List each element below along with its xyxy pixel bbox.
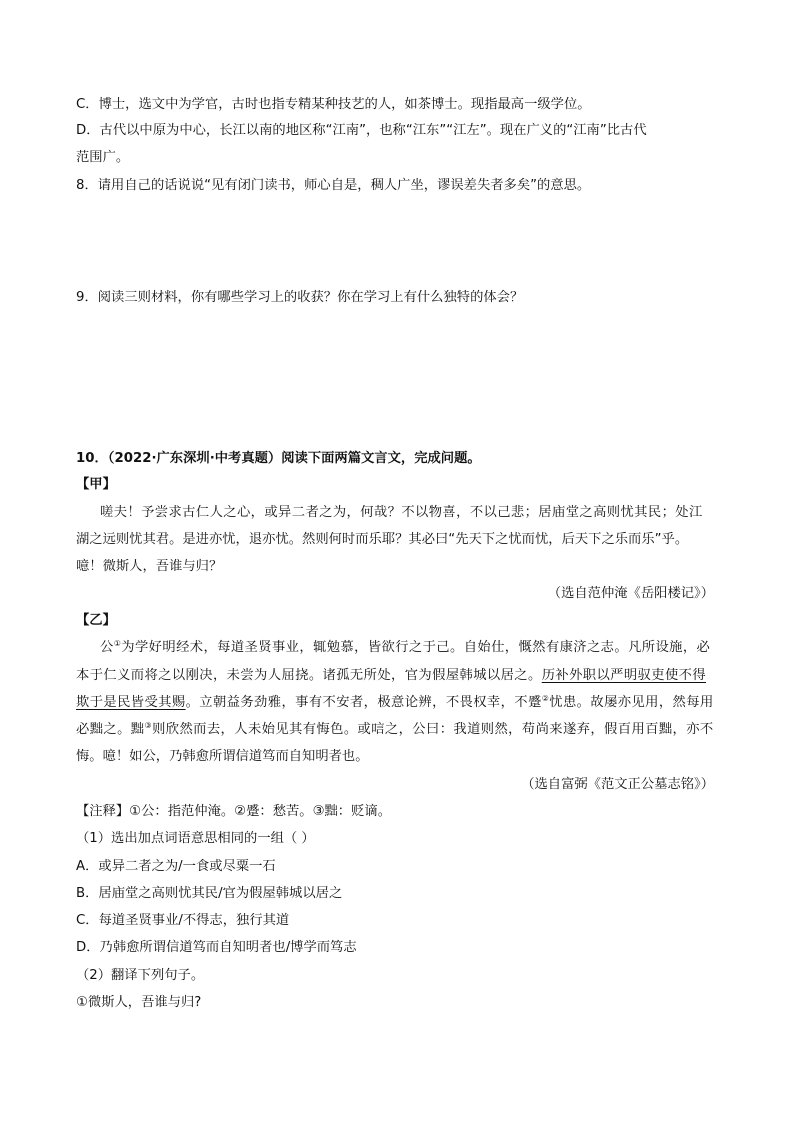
sub-question-2-item-1: ①微斯人，吾谁与归? bbox=[76, 995, 202, 1010]
question-10-title: 10．（2022·广东深圳·中考真题）阅读下面两篇文言文，完成问题。 bbox=[76, 451, 481, 466]
footnote-marker-3: ③ bbox=[144, 721, 153, 730]
passage-yi-label: 【乙】 bbox=[76, 613, 116, 628]
sub-question-1: （1）选出加点词语意思相同的一组（ ） bbox=[76, 831, 315, 846]
option-d-text-line2: 范围广。 bbox=[76, 150, 130, 165]
passage-yi-text: 本于仁义而将之以刚决，未尝为人屈挠。诸孤无所处，官为假屋韩城以居之。 bbox=[76, 668, 542, 683]
passage-yi-source: （选自富弼《范文正公墓志铭》） bbox=[521, 777, 714, 792]
passage-jia-line1: 嗟夫！予尝求古仁人之心，或异二者之为，何哉？不以物喜，不以己悲；居庙堂之高则忧其民；处江 bbox=[100, 505, 703, 520]
option-a: A．或异二者之为/一食或尽粟一石 bbox=[76, 859, 276, 874]
passage-yi-text: 为学好明经术，每道圣贤事业，辄勉慕，皆欲行之于己。自始仕，慨然有康济之志。凡所设施，必 bbox=[121, 640, 711, 655]
option-c-text: C．博士，选文中为学官，古时也指专精某种技艺的人，如茶博士。现指最高一级学位。 bbox=[76, 97, 591, 112]
passage-jia-label: 【甲】 bbox=[76, 477, 116, 492]
underlined-sentence: 欺于是民皆受其赐 bbox=[76, 695, 186, 710]
question-8: 8．请用自己的话说说“见有闭门读书，师心自是，稠人广坐，谬误差失者多矣”的意思。 bbox=[76, 178, 591, 193]
passage-jia-line2: 湖之远则忧其君。是进亦忧，退亦忧。然则何时而乐耶？其必曰“先天下之忧而忧，后天下之乐而乐”乎。 bbox=[76, 532, 689, 547]
footnote-marker-2: ② bbox=[541, 694, 550, 703]
option-c: C．每道圣贤事业/不得志，独行其道 bbox=[76, 913, 290, 928]
passage-yi-line5: 悔。噫！如公，乃韩愈所谓信道笃而自知明者也。 bbox=[76, 749, 369, 764]
underlined-sentence: 历补外职以严明驭吏使不得 bbox=[541, 668, 707, 683]
passage-yi-text: 忧患。故屡亦见用，然每用 bbox=[549, 695, 714, 710]
annotation-notes: 【注释】①公：指范仲淹。②蹙：愁苦。③黜：贬谪。 bbox=[76, 804, 391, 819]
passage-jia-line3: 噫！微斯人，吾谁与归？ bbox=[76, 559, 223, 574]
passage-yi-line1 bbox=[100, 638, 710, 658]
passage-yi-line4 bbox=[76, 720, 714, 740]
passage-yi-line3 bbox=[76, 693, 714, 713]
sub-question-2: （2）翻译下列句子。 bbox=[76, 968, 205, 983]
passage-jia-source: （选自范仲淹《岳阳楼记》） bbox=[547, 586, 714, 601]
passage-yi-text: 公 bbox=[100, 640, 114, 655]
passage-yi-text: 则欣然而去，人未始见其有悔色。或唁之，公曰：我道则然，苟尚来遂弃，假百用百黜，亦不 bbox=[152, 722, 714, 737]
option-d-text-line1: D．古代以中原为中心，长江以南的地区称“江南”，也称“江东”“江左”。现在广义的“江南”比古代 bbox=[76, 123, 647, 138]
passage-yi-text: 。立朝益务劲雅，事有不安者，极意论辨，不畏权幸，不蹙 bbox=[185, 695, 542, 710]
passage-yi-text: 必黜之。黜 bbox=[76, 722, 145, 737]
footnote-marker-1: ① bbox=[113, 639, 122, 648]
passage-yi-line2 bbox=[76, 666, 706, 686]
option-d: D．乃韩愈所谓信道笃而自知明者也/博学而笃志 bbox=[76, 940, 357, 955]
option-b: B．居庙堂之高则忧其民/官为假屋韩城以居之 bbox=[76, 886, 343, 901]
question-9: 9．阅读三则材料，你有哪些学习上的收获？你在学习上有什么独特的体会？ bbox=[76, 290, 524, 305]
